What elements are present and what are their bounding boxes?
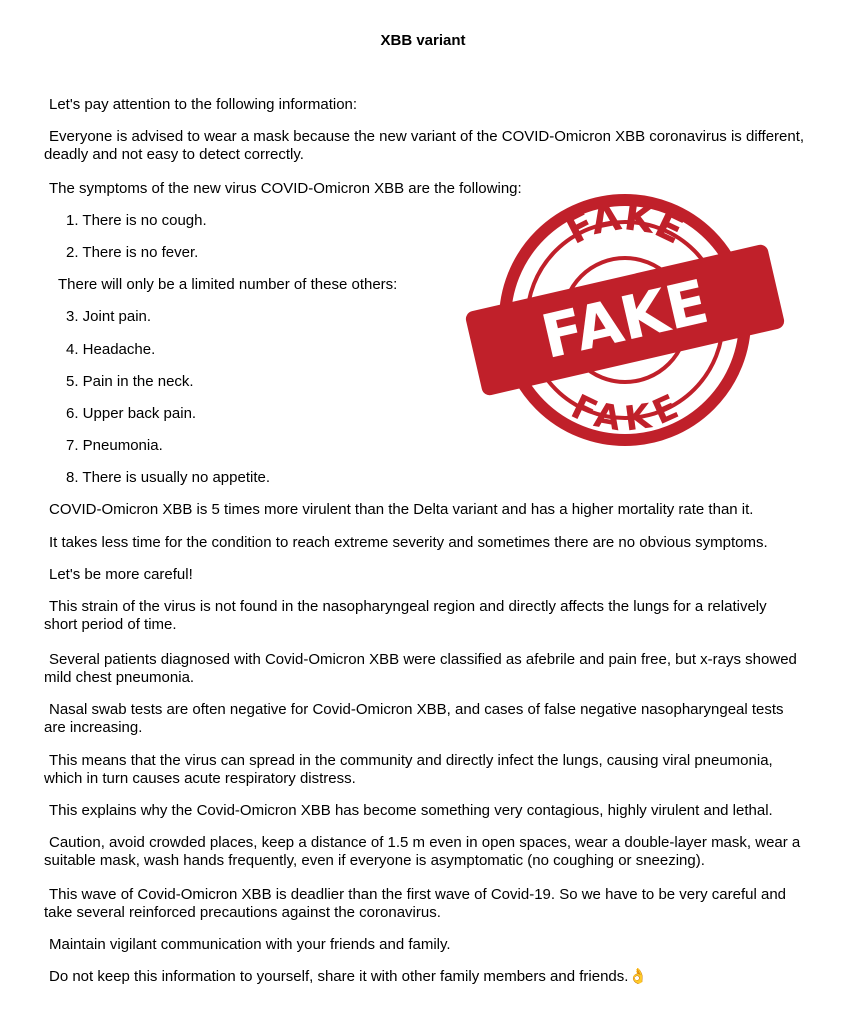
- list-item: 5. Pain in the neck.: [66, 373, 194, 390]
- list-item: 2. There is no fever.: [66, 244, 199, 261]
- symptoms-intro: The symptoms of the new virus COVID-Omicron XBB are the following:: [49, 180, 522, 197]
- stamp-center-text: FAKE: [535, 266, 715, 374]
- list-item: 6. Upper back pain.: [66, 405, 197, 422]
- paragraph: This strain of the virus is not found in the nasopharyngeal region and directly affects the lungs for a relatively short period of time.: [44, 598, 767, 633]
- paragraph: Several patients diagnosed with Covid-Omicron XBB were classified as afebrile and pain free, but x-rays showed mild chest pneumonia.: [44, 651, 797, 686]
- paragraph: COVID-Omicron XBB is 5 times more virulent than the Delta variant and has a higher mortality rate than it.: [49, 501, 754, 518]
- list-item: 8. There is usually no appetite.: [66, 469, 271, 486]
- paragraph: This wave of Covid-Omicron XBB is deadlier than the first wave of Covid-19. So we have to be very careful and take several reinforced precautions against the coronavirus.: [44, 886, 787, 921]
- limited-text: There will only be a limited number of these others:: [58, 276, 398, 293]
- paragraph: Caution, avoid crowded places, keep a distance of 1.5 m even in open spaces, wear a double-layer mask, wear a suitable mask, wash hands frequently, even if everyone is asymptomatic (no coughing or sneezing).: [44, 834, 801, 869]
- paragraph: This explains why the Covid-Omicron XBB has become something very contagious, highly virulent and lethal.: [49, 802, 773, 819]
- closing-paragraph: [49, 968, 647, 986]
- warning-text: Everyone is advised to wear a mask because the new variant of the COVID-Omicron XBB coronavirus is different, deadly and not easy to detect correctly.: [44, 128, 805, 163]
- paragraph: Maintain vigilant communication with your friends and family.: [49, 936, 451, 953]
- fake-stamp: [460, 185, 790, 465]
- list-item: 7. Pneumonia.: [66, 437, 163, 454]
- paragraph: Let's be more careful!: [49, 566, 193, 583]
- list-item: 1. There is no cough.: [66, 212, 207, 229]
- closing-text: Do not keep this information to yourself, share it with other family members and friends.: [49, 968, 629, 985]
- intro-text: Let's pay attention to the following information:: [49, 96, 358, 113]
- stamp-bottom-textpath: FAKE: [564, 386, 685, 440]
- document-title: XBB variant: [380, 32, 466, 49]
- paragraph: It takes less time for the condition to reach extreme severity and sometimes there are no obvious symptoms.: [49, 534, 768, 551]
- ok-hand-icon: 👌: [628, 968, 648, 985]
- paragraph: This means that the virus can spread in the community and directly infect the lungs, causing viral pneumonia, which in turn causes acute respiratory distress.: [44, 752, 773, 787]
- stamp-top-textpath: FAKE: [558, 194, 691, 253]
- paragraph: Nasal swab tests are often negative for Covid-Omicron XBB, and cases of false negative nasopharyngeal tests are increasing.: [44, 701, 784, 736]
- list-item: 3. Joint pain.: [66, 308, 152, 325]
- list-item: 4. Headache.: [66, 341, 156, 358]
